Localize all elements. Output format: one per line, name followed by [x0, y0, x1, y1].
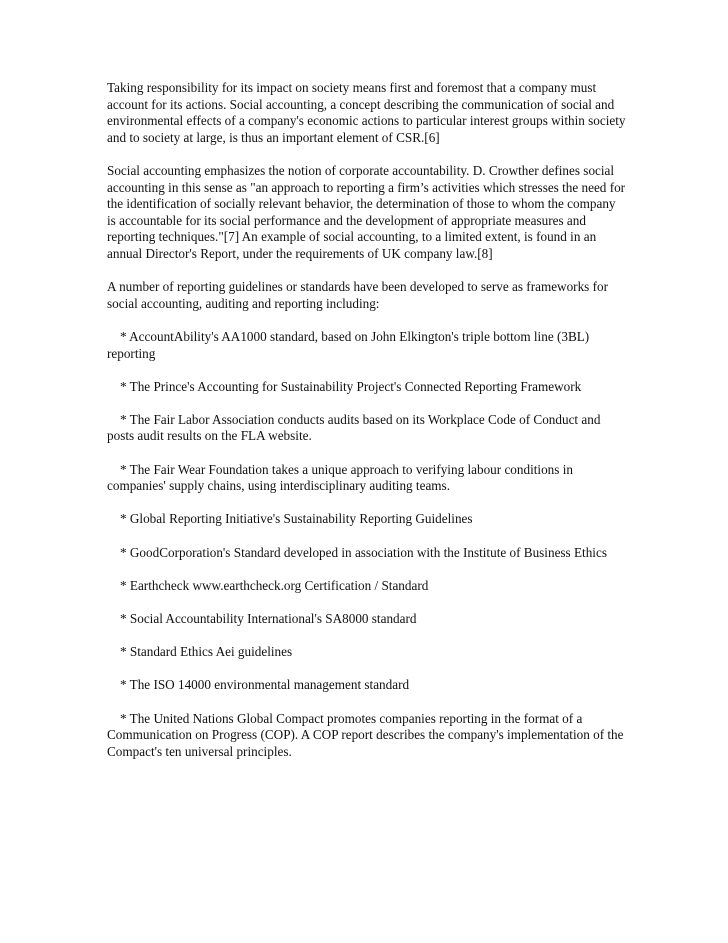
list-item-un-global-compact: * The United Nations Global Compact promotes companies reporting in the format of a Communication on Progress (COP). A COP report describes the company's implementation of the Compact's ten universal principles. — [107, 710, 624, 759]
document-body — [107, 80, 627, 777]
list-item-gri: * Global Reporting Initiative's Sustainability Reporting Guidelines — [120, 511, 473, 527]
list-item-goodcorporation: * GoodCorporation's Standard developed in association with the Institute of Business Ethics — [120, 544, 607, 560]
paragraph-social-responsibility: Taking responsibility for its impact on society means first and foremost that a company must account for its actions. Social accounting, a concept describing the communication of social and environmental effects of a company's economic actions to particular interest groups within society and to society at large, is thus an important element of CSR.[6] — [107, 80, 626, 145]
list-item-princes-accounting: * The Prince's Accounting for Sustainability Project's Connected Reporting Framework — [120, 378, 582, 394]
list-item-fair-wear: * The Fair Wear Foundation takes a unique approach to verifying labour conditions in companies' supply chains, using interdisciplinary auditing teams. — [107, 461, 573, 494]
list-item-sa8000: * Social Accountability International's SA8000 standard — [120, 611, 417, 626]
list-item-aa1000: * AccountAbility's AA1000 standard, based on John Elkington's triple bottom line (3BL) reporting — [107, 328, 590, 361]
paragraph-reporting-guidelines: A number of reporting guidelines or standards have been developed to serve as frameworks for social accounting, auditing and reporting including: — [107, 279, 608, 311]
list-item-iso14000: * The ISO 14000 environmental management standard — [120, 677, 410, 693]
list-item-standard-ethics: * Standard Ethics Aei guidelines — [120, 644, 293, 660]
list-item-fair-labor: * The Fair Labor Association conducts audits based on its Workplace Code of Conduct and posts audit results on the FLA website. — [107, 411, 601, 444]
list-item-earthcheck: * Earthcheck www.earthcheck.org Certification / Standard — [120, 577, 429, 593]
paragraph-social-accounting: Social accounting emphasizes the notion of corporate accountability. D. Crowther defines social accounting in this sense as "an approach to reporting a firm’s activities which stresses the need for the identification of socially relevant behavior, the determination of those to whom the company is accountable for its social performance and the development of appropriate measures and reporting techniques."[7] An example of social accounting, to a limited extent, is found in an annual Director's Report, under the requirements of UK company law.[8] — [107, 162, 626, 261]
